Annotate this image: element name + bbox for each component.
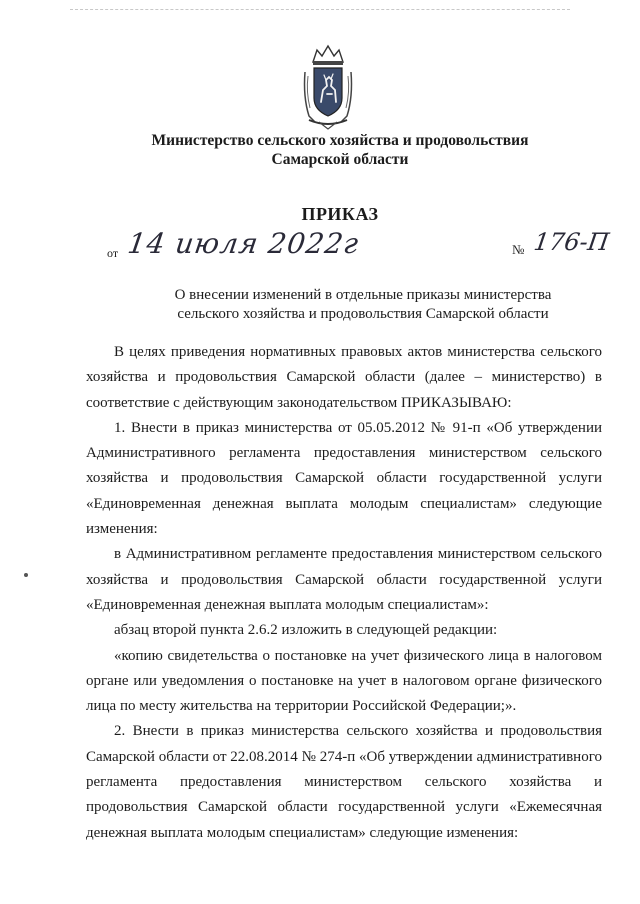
- date-prefix: от: [107, 246, 119, 260]
- order-body: [86, 340, 602, 846]
- ministry-name-line1: Министерство сельского хозяйства и продовольствия: [151, 132, 529, 149]
- body-paragraph: абзац второй пункта 2.6.2 изложить в следующей редакции:: [114, 622, 498, 639]
- body-paragraph: В целях приведения нормативных правовых актов министерства сельского хозяйства и продовольствия Самарской области (далее – министерство) в соответствие с действующим законодательством ПРИКАЗЫВАЮ:: [86, 344, 602, 411]
- body-paragraph: «копию свидетельства о постановке на учет физического лица в налоговом органе или уведомления о постановке на учет в налоговом органе физического лица по месту жительства на территории Российской Федерации;».: [86, 647, 602, 715]
- body-paragraph: 2. Внести в приказ министерства сельского хозяйства и продовольствия Самарской области от 22.08.2014 № 274-п «Об утверждении административного регламента предоставления министерством сельского хозяйства и продовольствия Самарской области государственной услуги «Ежемесячная денежная выплата молодым специалистам» следующие изменения:: [86, 723, 602, 841]
- samara-coat-of-arms-icon: [299, 42, 357, 130]
- scan-border-line: [70, 9, 570, 10]
- handwritten-date: 14 июля 2022г: [125, 227, 362, 260]
- number-prefix: №: [512, 242, 525, 257]
- body-paragraph: 1. Внести в приказ министерства от 05.05.2012 № 91-п «Об утверждении Административного регламента предоставления министерством сельского хозяйства и продовольствия Самарской области государственной услуги «Единовременная денежная выплата молодым специалистам» следующие изменения:: [86, 419, 602, 538]
- handwritten-order-number: 176-П: [532, 228, 611, 256]
- order-subject-line1: О внесении изменений в отдельные приказы министерства: [174, 287, 552, 303]
- ministry-name: [0, 131, 640, 169]
- ministry-name-line2: Самарской области: [271, 151, 409, 168]
- scan-speck: [24, 573, 28, 577]
- body-paragraph: в Административном регламенте предоставления министерством сельского хозяйства и продовольствия Самарской области государственной услуги «Единовременная денежная выплата молодым специалистам»:: [86, 546, 602, 613]
- order-subject-line2: сельского хозяйства и продовольствия Самарской области: [177, 306, 549, 322]
- order-title: ПРИКАЗ: [301, 204, 379, 224]
- order-subject: [0, 286, 640, 324]
